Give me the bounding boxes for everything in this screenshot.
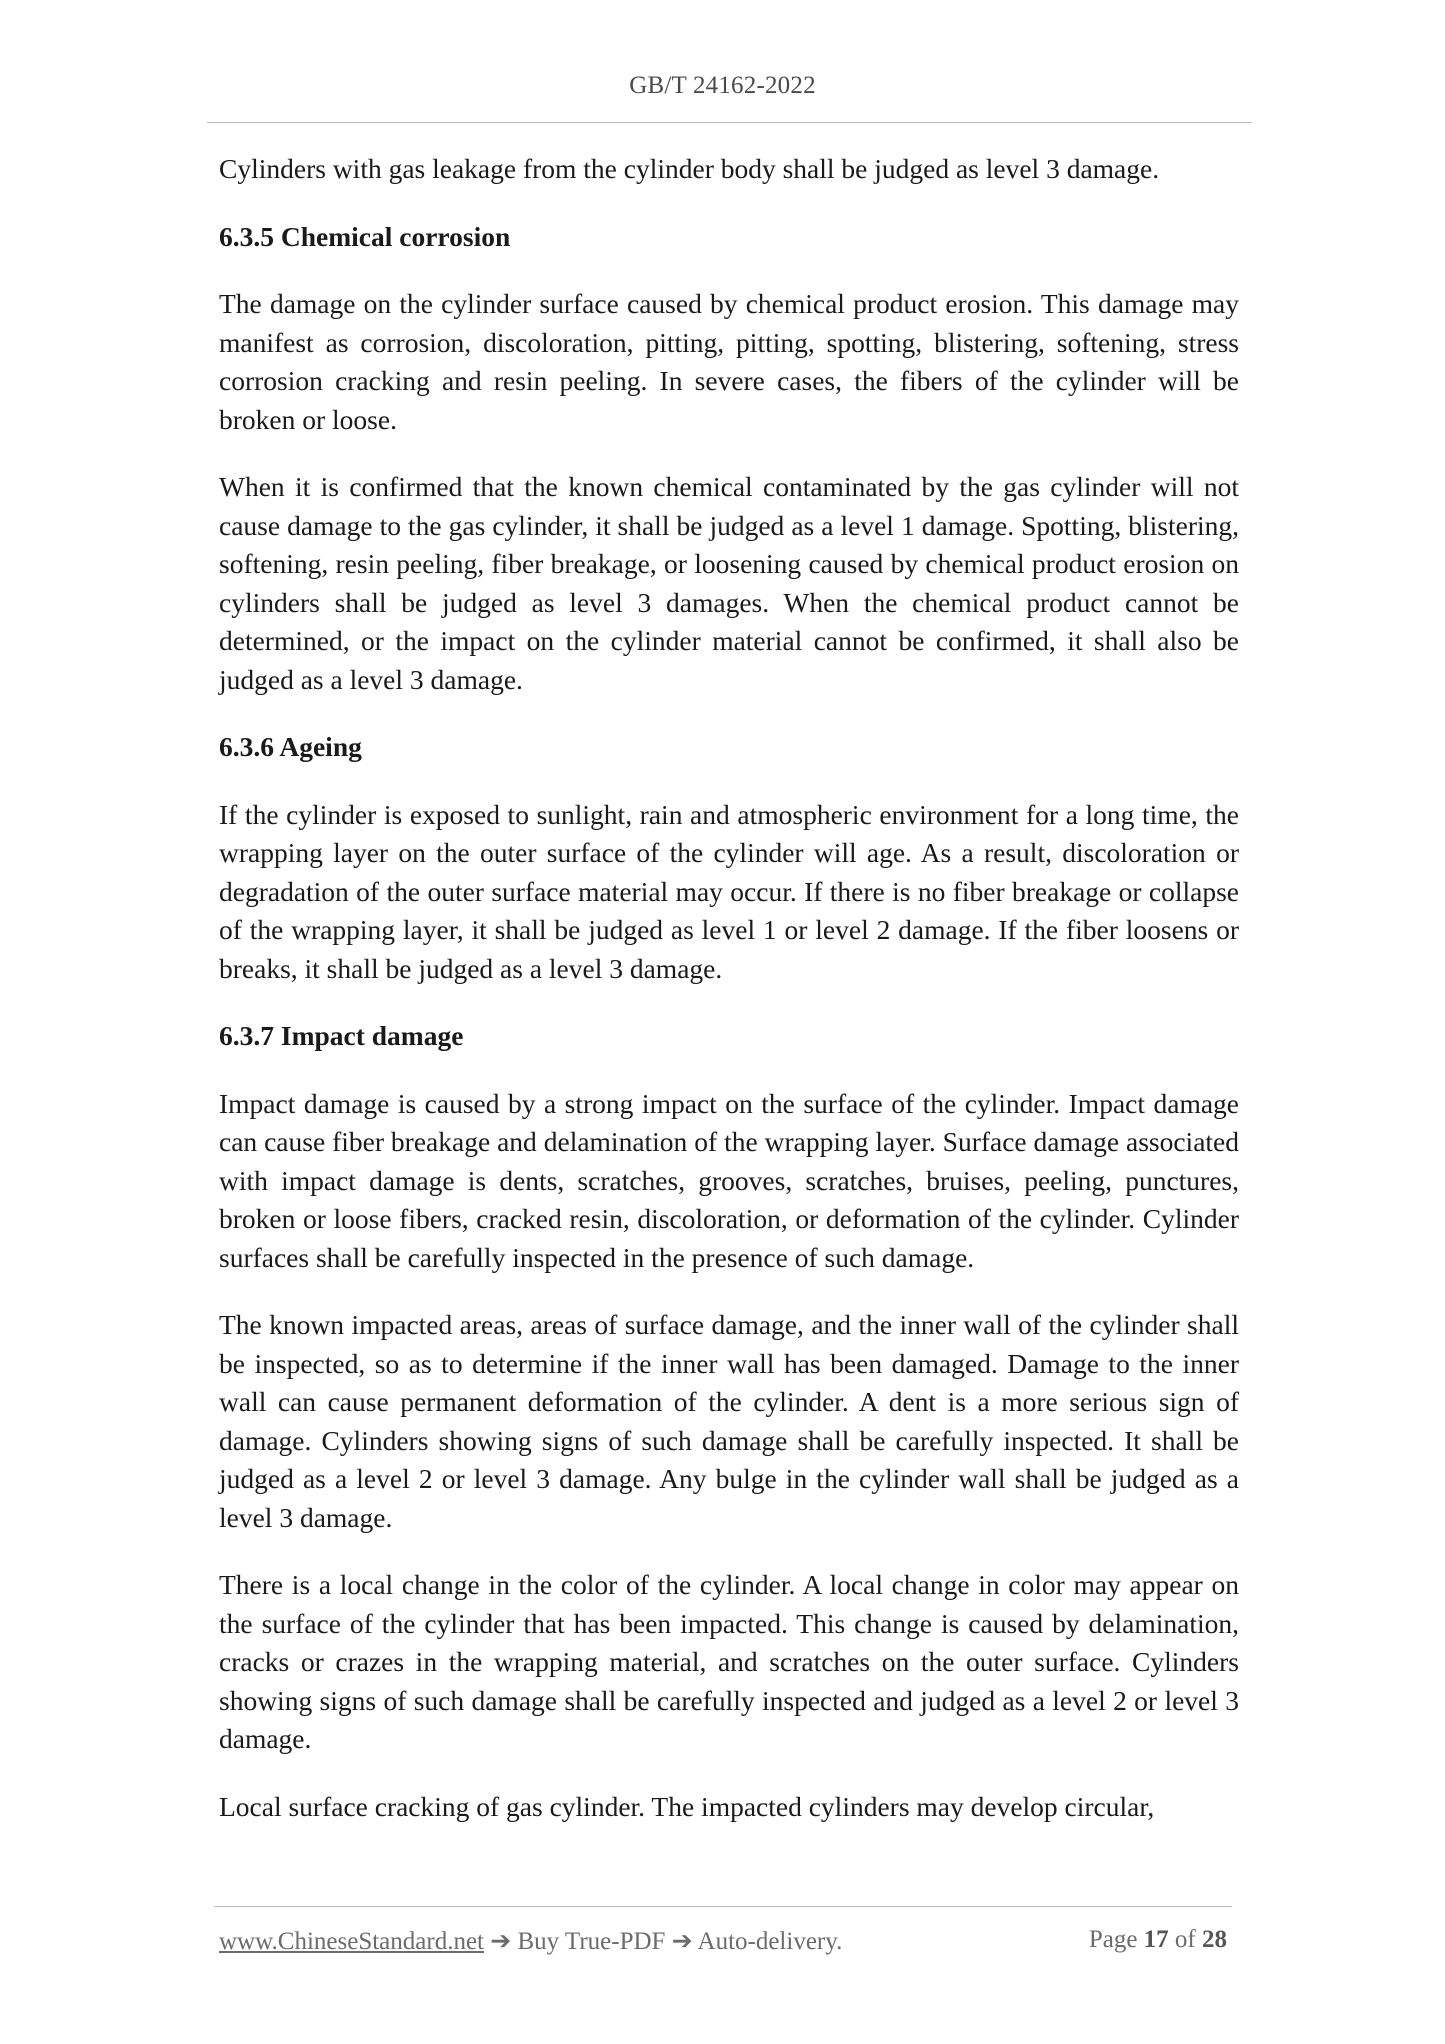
header-divider [207,122,1252,123]
page-indicator [1089,1926,1227,1954]
section-heading-6-3-6: 6.3.6 Ageing [219,731,362,762]
paragraph-intro: Cylinders with gas leakage from the cylinder body shall be judged as level 3 damage. [219,153,1160,184]
document-body [219,150,1239,1855]
footer-promo [219,1926,842,1956]
buy-true-pdf-text: Buy True-PDF [517,1928,666,1955]
paragraph-6-3-7-3: There is a local change in the color of the cylinder. A local change in color may appear on the surface of the cylinder that has been impacted. This change is caused by delamination, cracks or crazes in the wrapping material, and scratches on the outer surface. Cylinders showing signs of such damage shall be carefully inspected and judged as a level 2 or level 3 damage. [219,1569,1239,1754]
auto-delivery-text: Auto-delivery. [697,1928,843,1955]
right-arrow-icon: ➔ [490,1928,512,1955]
section-heading-6-3-7: 6.3.7 Impact damage [219,1020,464,1051]
paragraph-6-3-6-1: If the cylinder is exposed to sunlight, rain and atmospheric environment for a long time, the wrapping layer on the outer surface of the cylinder will age. As a result, discoloration or degradation of the outer surface material may occur. If there is no fiber breakage or collapse of the wrapping layer, it shall be judged as level 1 or level 2 damage. If the fiber loosens or breaks, it shall be judged as a level 3 damage. [219,798,1239,984]
page-header: GB/T 24162-2022 [629,72,816,99]
footer-divider [214,1906,1232,1907]
current-page-number: 17 [1143,1926,1169,1953]
right-arrow-icon: ➔ [671,1928,693,1955]
site-link[interactable]: www.ChineseStandard.net [219,1928,484,1955]
of-label: of [1174,1926,1196,1953]
page-label: Page [1088,1926,1138,1953]
paragraph-6-3-7-2: The known impacted areas, areas of surface damage, and the inner wall of the cylinder shall be inspected, so as to determine if the inner wall has been damaged. Damage to the inner wall can cause permanent deformation of the cylinder. A dent is a more serious sign of damage. Cylinders showing signs of such damage shall be carefully inspected. It shall be judged as a level 2 or level 3 damage. Any bulge in the cylinder wall shall be judged as a level 3 damage. [219,1309,1239,1533]
total-page-count: 28 [1202,1926,1227,1953]
paragraph-6-3-5-1: The damage on the cylinder surface caused by chemical product erosion. This damage may manifest as corrosion, discoloration, pitting, pitting, spotting, blistering, softening, stress corrosion cracking and resin peeling. In severe cases, the fibers of the cylinder will be broken or loose. [219,288,1239,435]
paragraph-6-3-7-1: Impact damage is caused by a strong impact on the surface of the cylinder. Impact damage can cause fiber breakage and delamination of the wrapping layer. Surface damage associated with impact damage is dents, scratches, grooves, scratches, bruises, peeling, punctures, broken or loose fibers, cracked resin, discoloration, or deformation of the cylinder. Cylinder surfaces shall be carefully inspected in the presence of such damage. [219,1087,1239,1273]
paragraph-6-3-5-2: When it is confirmed that the known chemical contaminated by the gas cylinder will not cause damage to the gas cylinder, it shall be judged as a level 1 damage. Spotting, blistering, softening, resin peeling, fiber breakage, or loosening caused by chemical product erosion on cylinders shall be judged as level 3 damages. When the chemical product cannot be determined, or the impact on the cylinder material cannot be confirmed, it shall also be judged as a level 3 damage. [219,471,1239,695]
section-heading-6-3-5: 6.3.5 Chemical corrosion [219,220,511,252]
paragraph-6-3-7-4: Local surface cracking of gas cylinder. The impacted cylinders may develop circular, [219,1790,1155,1822]
